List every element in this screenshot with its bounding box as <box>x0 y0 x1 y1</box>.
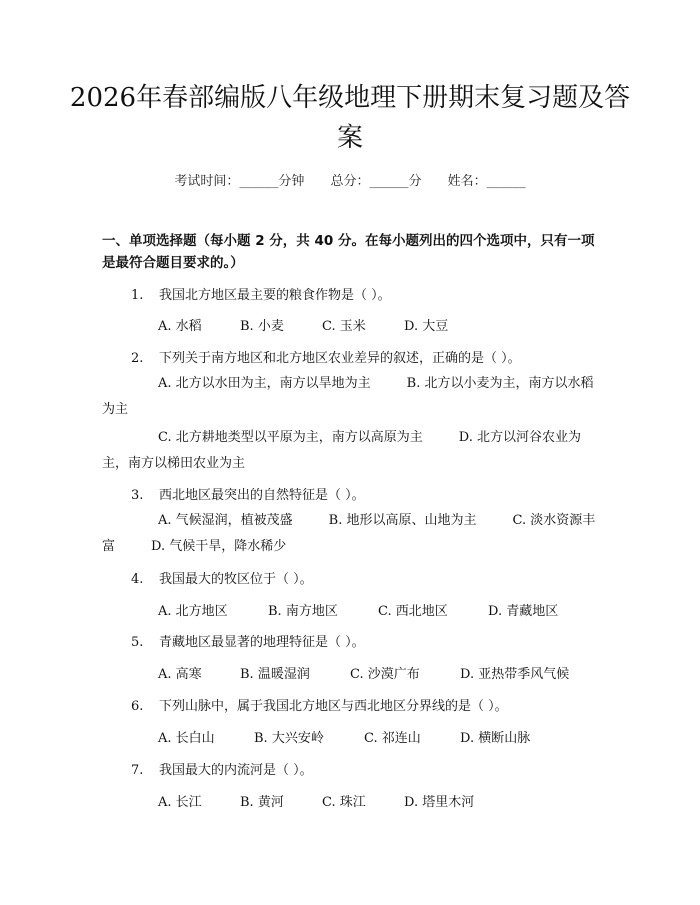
question-4 <box>131 568 313 587</box>
option-d: D. 亚热带季风气候 <box>460 667 570 682</box>
option-a: A. 北方地区 <box>158 604 228 619</box>
options-2-row-1 <box>102 371 602 423</box>
option-c: C. 祁连山 <box>364 731 421 746</box>
option-a: A. 水稻 <box>158 319 202 334</box>
option-b: B. 温暖湿润 <box>240 667 310 682</box>
question-text: 下列山脉中，属于我国北方地区与西北地区分界线的是（ ）。 <box>159 699 508 714</box>
question-text: 我国最大的内流河是（ ）。 <box>159 763 313 778</box>
exam-time-field: 考试时间：______分钟 <box>174 174 305 189</box>
options-1 <box>158 315 448 334</box>
question-text: 西北地区最突出的自然特征是（ ）。 <box>159 488 365 503</box>
option-b: B. 黄河 <box>240 795 284 810</box>
option-c: C. 玉米 <box>322 319 366 334</box>
option-c: C. 北方耕地类型以平原为主，南方以高原为主 <box>158 430 423 445</box>
question-number: 3. <box>131 488 144 503</box>
exam-meta <box>0 170 700 189</box>
option-a: A. 气候湿润，植被茂盛 <box>158 513 293 528</box>
option-c: C. 珠江 <box>322 795 366 810</box>
option-d: D. 青藏地区 <box>488 604 559 619</box>
page-title: 2026年春部编版八年级地理下册期末复习题及答案 <box>69 83 631 153</box>
option-a: A. 长江 <box>158 795 202 810</box>
question-number: 6. <box>131 699 144 714</box>
option-c: C. 沙漠广布 <box>350 667 420 682</box>
option-d: D. 塔里木河 <box>404 795 475 810</box>
section-heading: 一、单项选择题（每小题 2 分，共 40 分。在每小题列出的四个选项中，只有一项是最符合题目要求的。） <box>102 233 595 271</box>
question-number: 5. <box>131 635 144 650</box>
option-a: A. 长白山 <box>158 731 215 746</box>
options-3 <box>102 508 602 560</box>
option-d: D. 气候干旱，降水稀少 <box>151 539 287 554</box>
option-c: C. 西北地区 <box>378 604 448 619</box>
question-number: 7. <box>131 763 144 778</box>
option-b: B. 小麦 <box>240 319 284 334</box>
question-text: 青藏地区最显著的地理特征是（ ）。 <box>159 635 365 650</box>
options-6 <box>158 727 530 746</box>
question-5 <box>131 631 365 650</box>
option-b: B. 大兴安岭 <box>254 731 324 746</box>
total-score-field: 总分：______分 <box>330 174 422 189</box>
option-d: D. 北方以河谷农业为主，南方以梯田农业为主 <box>102 430 581 471</box>
question-2 <box>131 347 521 366</box>
question-text: 我国最大的牧区位于（ ）。 <box>159 572 313 587</box>
question-number: 1. <box>131 288 144 303</box>
question-number: 4. <box>131 572 144 587</box>
option-d: D. 横断山脉 <box>460 731 531 746</box>
options-4 <box>158 600 558 619</box>
name-field: 姓名：______ <box>447 174 526 189</box>
option-b: B. 南方地区 <box>268 604 338 619</box>
question-7 <box>131 759 313 778</box>
option-c: C. 淡水资源丰富 <box>102 513 596 554</box>
question-text: 我国北方地区最主要的粮食作物是（ ）。 <box>159 288 391 303</box>
question-3 <box>131 484 365 503</box>
question-6 <box>131 695 508 714</box>
option-a: A. 高寒 <box>158 667 202 682</box>
option-d: D. 大豆 <box>404 319 449 334</box>
options-5 <box>158 663 569 682</box>
question-number: 2. <box>131 351 144 366</box>
option-b: B. 北方以小麦为主，南方以水稻为主 <box>102 376 594 417</box>
options-7 <box>158 791 474 810</box>
option-a: A. 北方以水田为主，南方以旱地为主 <box>158 376 371 391</box>
question-text: 下列关于南方地区和北方地区农业差异的叙述，正确的是（ ）。 <box>159 351 521 366</box>
option-b: B. 地形以高原、山地为主 <box>328 513 477 528</box>
question-1 <box>131 284 391 303</box>
options-2-row-2 <box>102 425 602 477</box>
